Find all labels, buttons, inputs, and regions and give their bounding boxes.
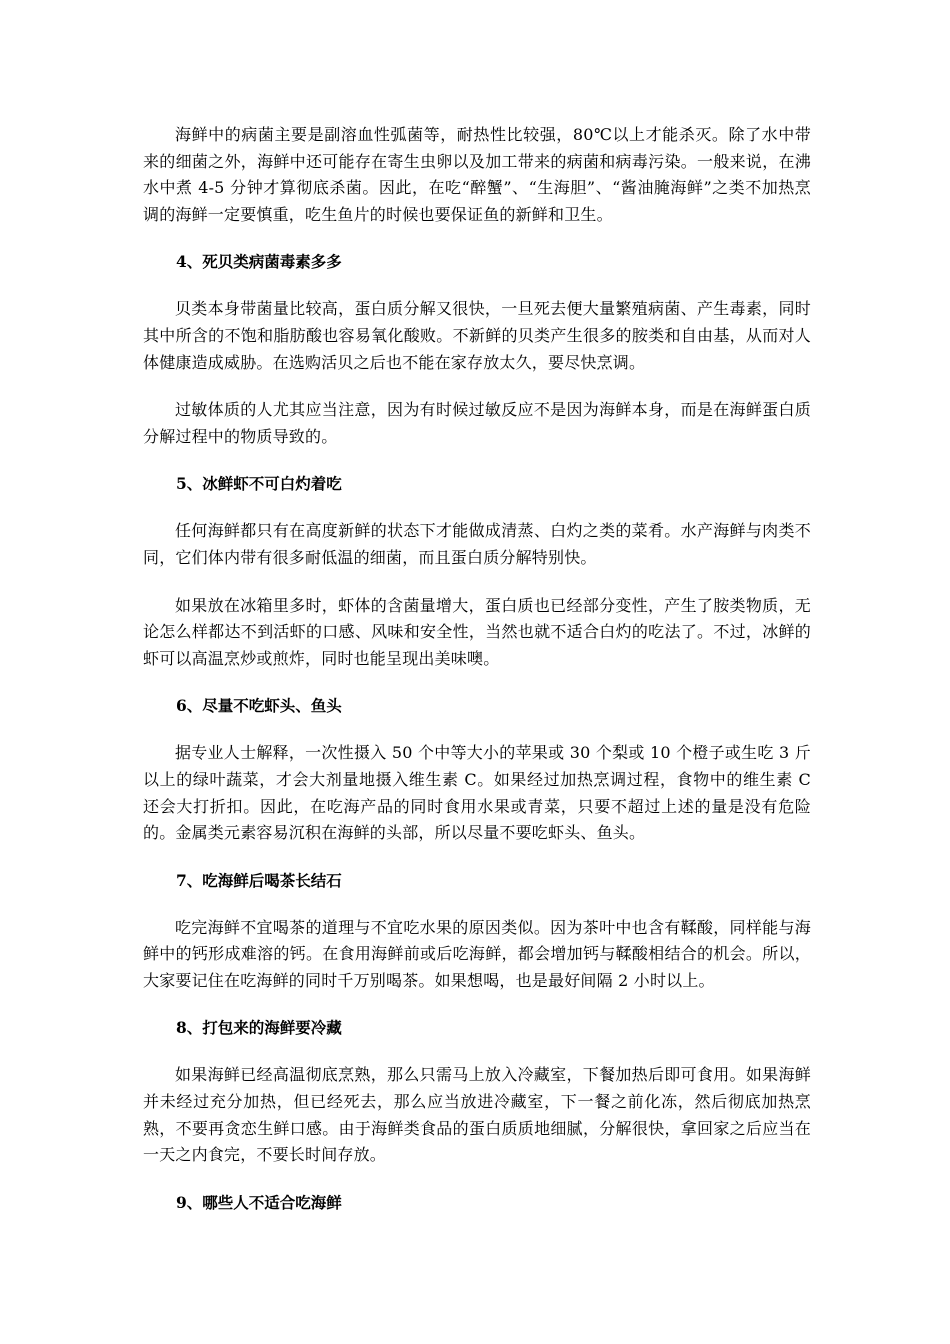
heading-shrimp-fish-heads: 6、尽量不吃虾头、鱼头 (176, 696, 342, 716)
paragraph-shellfish-bacteria: 贝类本身带菌量比较高，蛋白质分解又很快，一旦死去便大量繁殖病菌、产生毒素，同时其中所含的不饱和脂肪酸也容易氧化酸败。不新鲜的贝类产生很多的胺类和自由基，从而对人体健康造成威胁。在选购活贝之后也不能在家存放太久，要尽快烹调。 (143, 299, 811, 372)
paragraph-bacteria-intro: 海鲜中的病菌主要是副溶血性弧菌等，耐热性比较强，80℃以上才能杀灭。除了水中带来的细菌之外，海鲜中还可能存在寄生虫卵以及加工带来的病菌和病毒污染。一般来说，在沸水中煮 4-5 分钟才算彻底杀菌。因此，在吃“醉蟹”、“生海胆”、“酱油腌海鲜”之类不加热烹调的海鲜一定要慎重，吃生鱼片的时候也要保证鱼的新鲜和卫生。 (143, 125, 811, 224)
heading-dead-shellfish: 4、死贝类病菌毒素多多 (176, 252, 342, 272)
paragraph-tea: 吃完海鲜不宜喝茶的道理与不宜吃水果的原因类似。因为茶叶中也含有鞣酸，同样能与海鲜中的钙形成难溶的钙。在食用海鲜前或后吃海鲜，都会增加钙与鞣酸相结合的机会。所以，大家要记住在吃海鲜的同时千万别喝茶。如果想喝，也是最好间隔 2 小时以上。 (143, 917, 811, 990)
paragraph-frozen-shrimp: 如果放在冰箱里多时，虾体的含菌量增大，蛋白质也已经部分变性，产生了胺类物质，无论怎么样都达不到活虾的口感、风味和安全性，当然也就不适合白灼的吃法了。不过，冰鲜的虾可以高温烹炒或煎炸，同时也能呈现出美味噢。 (143, 595, 811, 668)
paragraph-allergy: 过敏体质的人尤其应当注意，因为有时候过敏反应不是因为海鲜本身，而是在海鲜蛋白质分解过程中的物质导致的。 (143, 400, 811, 446)
document-page (143, 122, 811, 1216)
heading-who-should-avoid: 9、哪些人不适合吃海鲜 (176, 1192, 342, 1212)
paragraph-refrigerate: 如果海鲜已经高温彻底烹熟，那么只需马上放入冷藏室，下餐加热后即可食用。如果海鲜并未经过充分加热，但已经死去，那么应当放进冷藏室，下一餐之前化冻，然后彻底加热烹熟，不要再贪恋生鲜口感。由于海鲜类食品的蛋白质质地细腻，分解很快，拿回家之后应当在一天之内食完，不要长时间存放。 (143, 1065, 811, 1165)
heading-tea-stones: 7、吃海鲜后喝茶长结石 (176, 870, 342, 890)
heading-takeaway-refrigerate: 8、打包来的海鲜要冷藏 (176, 1018, 342, 1038)
heading-frozen-shrimp: 5、冰鲜虾不可白灼着吃 (176, 474, 342, 494)
paragraph-freshness: 任何海鲜都只有在高度新鲜的状态下才能做成清蒸、白灼之类的菜肴。水产海鲜与肉类不同，它们体内带有很多耐低温的细菌，而且蛋白质分解特别快。 (143, 521, 811, 567)
paragraph-vitamin-c: 据专业人士解释，一次性摄入 50 个中等大小的苹果或 30 个梨或 10 个橙子或生吃 3 斤以上的绿叶蔬菜，才会大剂量地摄入维生素 C。如果经过加热烹调过程，食物中的维生素 C 还会大打折扣。因此，在吃海产品的同时食用水果或青菜，只要不超过上述的量是没有危险的。金属类元素容易沉积在海鲜的头部，所以尽量不要吃虾头、鱼头。 (143, 743, 811, 843)
